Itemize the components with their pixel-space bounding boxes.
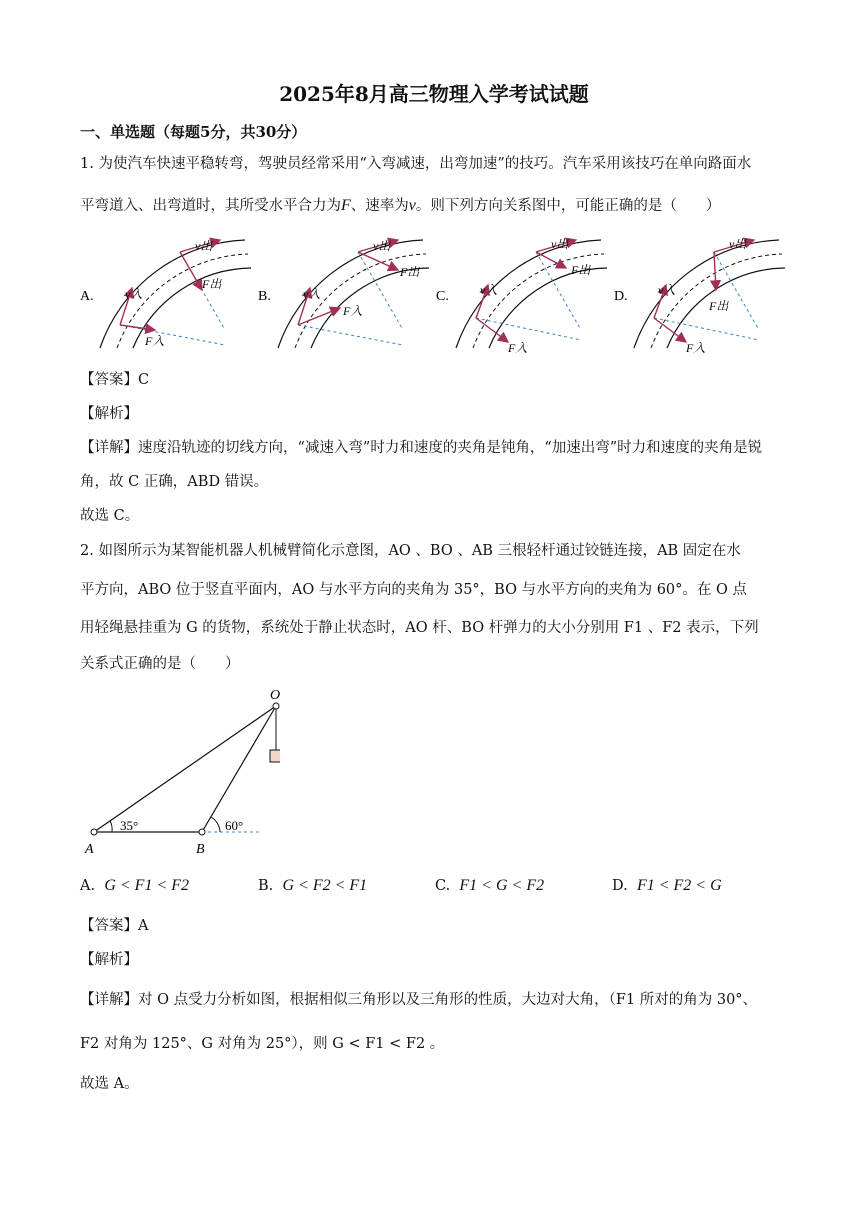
- option-label: D.: [614, 289, 628, 304]
- cargo-box: [270, 750, 280, 762]
- option-label: C.: [436, 289, 449, 304]
- page-title: 2025年8月高三物理入学考试试题: [279, 82, 589, 106]
- label-F-in: F入: [686, 341, 706, 355]
- label-v-out: v出: [551, 237, 569, 251]
- label-O: O: [270, 688, 280, 703]
- figure-option-a: [80, 239, 251, 348]
- label-F-in: F入: [508, 341, 528, 355]
- var-v: v: [408, 197, 416, 214]
- option-expr: F1 < F2 < G: [636, 877, 722, 894]
- q2-text-line4: 关系式正确的是（ ）: [80, 656, 240, 672]
- label-F-in: F入: [145, 334, 165, 348]
- figure-option-d: [614, 237, 785, 355]
- q2-option-a: [80, 876, 189, 896]
- q2-answer: 【答案】A: [80, 918, 149, 934]
- q2-text-line3: 用轻绳悬挂重为 G 的货物，系统处于静止状态时，AO 杆、BO 杆弹力的大小分别用 F1 、F2 表示，下列: [80, 620, 759, 636]
- label-F-out: F出: [709, 299, 729, 313]
- label-A: A: [85, 842, 94, 857]
- q1-answer: 【答案】C: [80, 372, 150, 388]
- label-v-in: v入: [480, 283, 498, 297]
- q1-analysis: 【解析】: [80, 406, 138, 422]
- figure-option-c: [436, 237, 607, 355]
- angle-35: 35°: [120, 818, 139, 833]
- q1-choose: 故选 C。: [80, 508, 140, 524]
- option-label: C.: [435, 878, 451, 894]
- var-F: F: [341, 197, 351, 214]
- label-F-out: F出: [202, 277, 222, 291]
- angle-60: 60°: [225, 818, 244, 833]
- q1-text-part: 平弯道入、出弯道时，其所受水平合力为: [80, 198, 341, 214]
- option-expr: G < F1 < F2: [104, 877, 190, 894]
- q1-text-part: 、速率为: [350, 198, 409, 214]
- q1-text-line2: [80, 196, 720, 216]
- label-F-in: F入: [343, 304, 363, 318]
- option-label: D.: [612, 878, 628, 894]
- section-heading: 一、单选题（每题5分，共30分）: [80, 123, 307, 141]
- q1-detail-line1: 【详解】速度沿轨迹的切线方向，“减速入弯”时力和速度的夹角是钝角，“加速出弯”时力和速度的夹角是锐: [80, 440, 763, 456]
- option-label: B.: [258, 878, 274, 894]
- q1-text-line1: 1. 为使汽车快速平稳转弯，驾驶员经常采用“入弯减速，出弯加速”的技巧。汽车采用该技巧在单向路面水: [80, 156, 752, 172]
- q2-text-line1: 2. 如图所示为某智能机器人机械臂简化示意图，AO 、BO 、AB 三根轻杆通过铰链连接，AB 固定在水: [80, 543, 741, 559]
- label-B: B: [196, 842, 205, 857]
- label-v-out: v出: [195, 239, 213, 253]
- q2-option-b: [258, 876, 367, 896]
- label-v-in: v入: [125, 287, 143, 301]
- label-v-in: v入: [303, 287, 321, 301]
- q2-figure: [80, 685, 280, 860]
- q1-figures: [70, 230, 790, 360]
- option-expr: F1 < G < F2: [459, 877, 545, 894]
- label-F-out: F出: [571, 263, 591, 277]
- q2-detail-line2: F2 对角为 125°、G 对角为 25°），则 G < F1 < F2 。: [80, 1036, 445, 1052]
- label-v-out: v出: [373, 239, 391, 253]
- figure-option-b: [258, 239, 429, 348]
- option-label: A.: [80, 878, 96, 894]
- q2-option-d: [612, 876, 722, 896]
- q1-text-part: 。则下列方向关系图中，可能正确的是（ ）: [415, 198, 721, 214]
- option-label: A.: [80, 289, 94, 304]
- label-v-out: v出: [729, 237, 747, 251]
- q2-analysis: 【解析】: [80, 952, 138, 968]
- q2-detail-line1: 【详解】对 O 点受力分析如图，根据相似三角形以及三角形的性质，大边对大角，（F1 所对的角为 30°、: [80, 992, 758, 1008]
- q1-detail-line2: 角，故 C 正确，ABD 错误。: [80, 474, 269, 490]
- label-F-out: F出: [400, 265, 420, 279]
- option-expr: G < F2 < F1: [282, 877, 368, 894]
- q2-choose: 故选 A。: [80, 1076, 139, 1092]
- option-label: B.: [258, 289, 271, 304]
- q2-option-c: [435, 876, 544, 896]
- q2-text-line2: 平方向，ABO 位于竖直平面内，AO 与水平方向的夹角为 35°，BO 与水平方向的夹角为 60°。在 O 点: [80, 582, 748, 598]
- label-v-in: v入: [658, 283, 676, 297]
